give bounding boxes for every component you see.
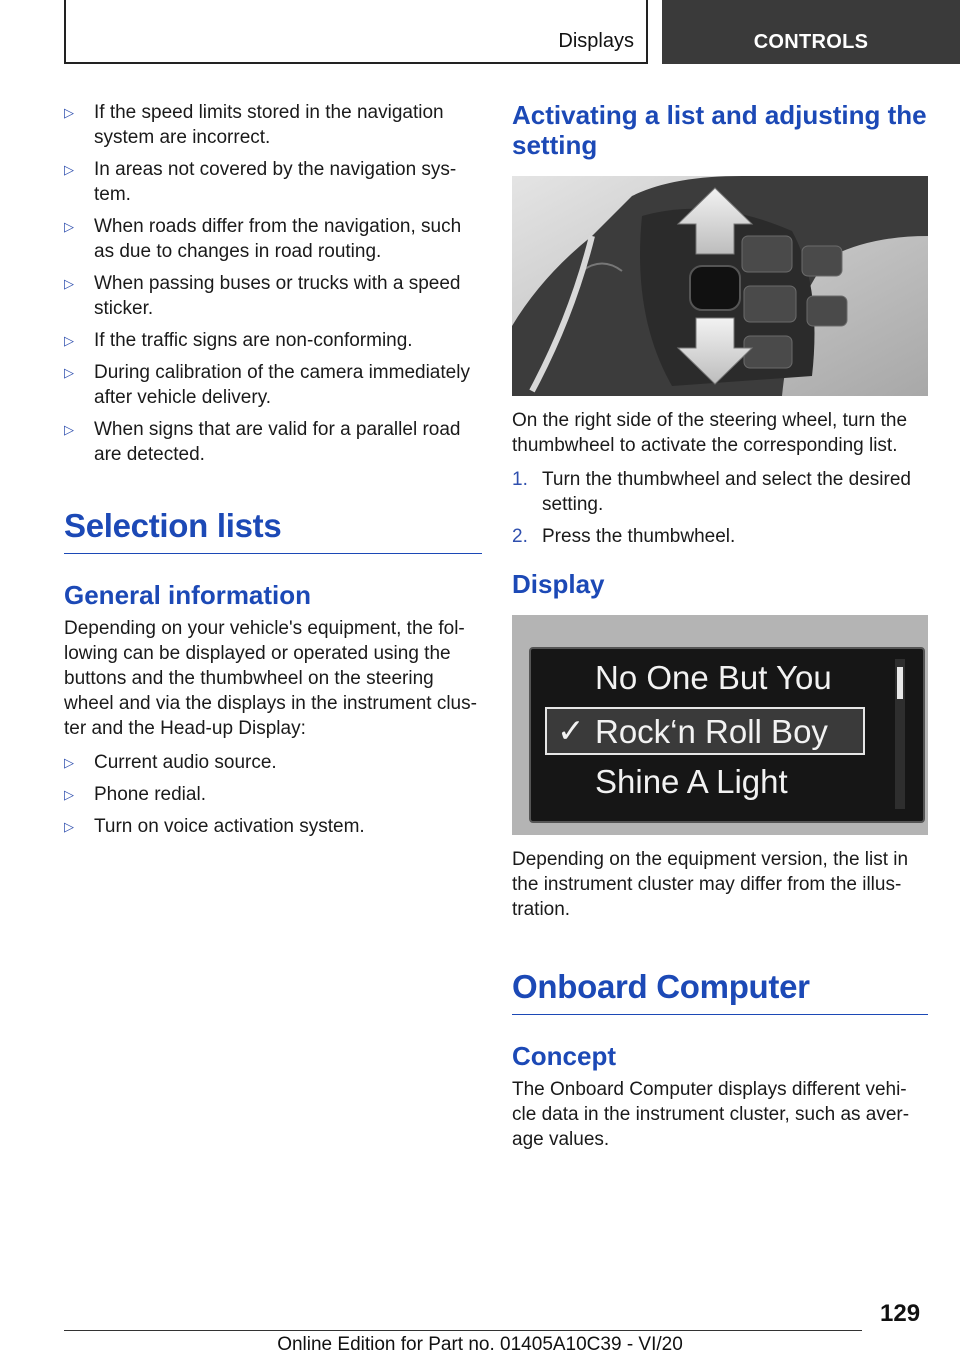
selection-list-items: [64, 750, 482, 839]
checkmark-icon: ✓: [557, 712, 585, 749]
scrollbar-thumb: [897, 667, 903, 699]
general-information-paragraph: Depending on your vehicle's equipment, the fol‐lowing can be displayed or operated using the buttons and the thumbwheel on the steering wheel and via the displays in the instrument clus‐ter and the Head-up Display:: [64, 618, 477, 739]
list-entry: Shine A Light: [595, 763, 788, 800]
list-item: ▷ Turn on voice activation system.: [64, 816, 365, 837]
display-paragraph: Depending on the equipment version, the list in the instrument cluster may differ from the illus‐tration.: [512, 849, 909, 920]
section-title-selection-lists: Selection lists: [64, 507, 482, 554]
subsection-title-display: Display: [512, 569, 605, 599]
concept-paragraph: The Onboard Computer displays different vehi‐cle data in the instrument cluster, such as aver‐age values.: [512, 1079, 910, 1150]
steering-wheel-thumbwheel-icon: [512, 176, 928, 396]
section-title-onboard-computer: Onboard Computer: [512, 968, 928, 1015]
cluster-display-screen: [529, 647, 925, 823]
list-item: ▷ When passing buses or trucks with a speed sticker.: [64, 273, 461, 319]
list-item: 2. Press the thumbwheel.: [512, 526, 736, 547]
list-item: ▷ In areas not covered by the navigation sys‐tem.: [64, 159, 457, 205]
subsection-title-activating-list: Activating a list and adjusting the setting: [512, 100, 927, 160]
triangle-right-icon: ▷: [64, 422, 74, 437]
thumbwheel-steps-list: [512, 467, 928, 549]
triangle-right-icon: ▷: [64, 276, 74, 291]
header-chapter-tab: CONTROLS: [662, 0, 960, 64]
steering-wheel-illustration: [512, 176, 928, 396]
list-item: ▷ If the speed limits stored in the navigation system are incorrect.: [64, 102, 444, 148]
list-item: ▷ When roads differ from the navigation, such as due to changes in road routing.: [64, 216, 462, 262]
subsection-title-general-information: General information: [64, 580, 312, 610]
list-item: ▷ Current audio source.: [64, 752, 277, 773]
thumbwheel-paragraph: On the right side of the steering wheel, turn the thumbwheel to activate the corresponding list.: [512, 410, 908, 456]
triangle-right-icon: ▷: [64, 219, 74, 234]
triangle-right-icon: ▷: [64, 333, 74, 348]
list-item: ▷ When signs that are valid for a parallel road are detected.: [64, 419, 461, 465]
list-entry: No One But You: [595, 659, 832, 696]
left-column: [64, 100, 482, 846]
triangle-right-icon: ▷: [64, 365, 74, 380]
header-section-title: Displays: [558, 30, 634, 52]
page-number: 129: [880, 1300, 921, 1327]
instrument-cluster-list-illustration: [512, 615, 928, 835]
triangle-right-icon: ▷: [64, 105, 74, 120]
subsection-title-concept: Concept: [512, 1041, 616, 1071]
speed-limit-conditions-list: [64, 100, 482, 467]
scrollbar-track: [895, 659, 905, 809]
list-item: 1. Turn the thumbwheel and select the desired setting.: [512, 469, 911, 515]
triangle-right-icon: ▷: [64, 162, 74, 177]
list-entry-selected: ✓ Rock‘n Roll Boy: [545, 707, 865, 755]
triangle-right-icon: ▷: [64, 755, 74, 770]
list-item: ▷ During calibration of the camera immediately after vehicle delivery.: [64, 362, 470, 408]
right-column: [512, 100, 928, 1152]
footer-divider: [64, 1330, 862, 1331]
list-item: ▷ Phone redial.: [64, 784, 206, 805]
triangle-right-icon: ▷: [64, 787, 74, 802]
list-item: ▷ If the traffic signs are non-conforming.: [64, 330, 413, 351]
triangle-right-icon: ▷: [64, 819, 74, 834]
footer-edition: Online Edition for Part no. 01405A10C39 - VI/20: [277, 1334, 683, 1355]
